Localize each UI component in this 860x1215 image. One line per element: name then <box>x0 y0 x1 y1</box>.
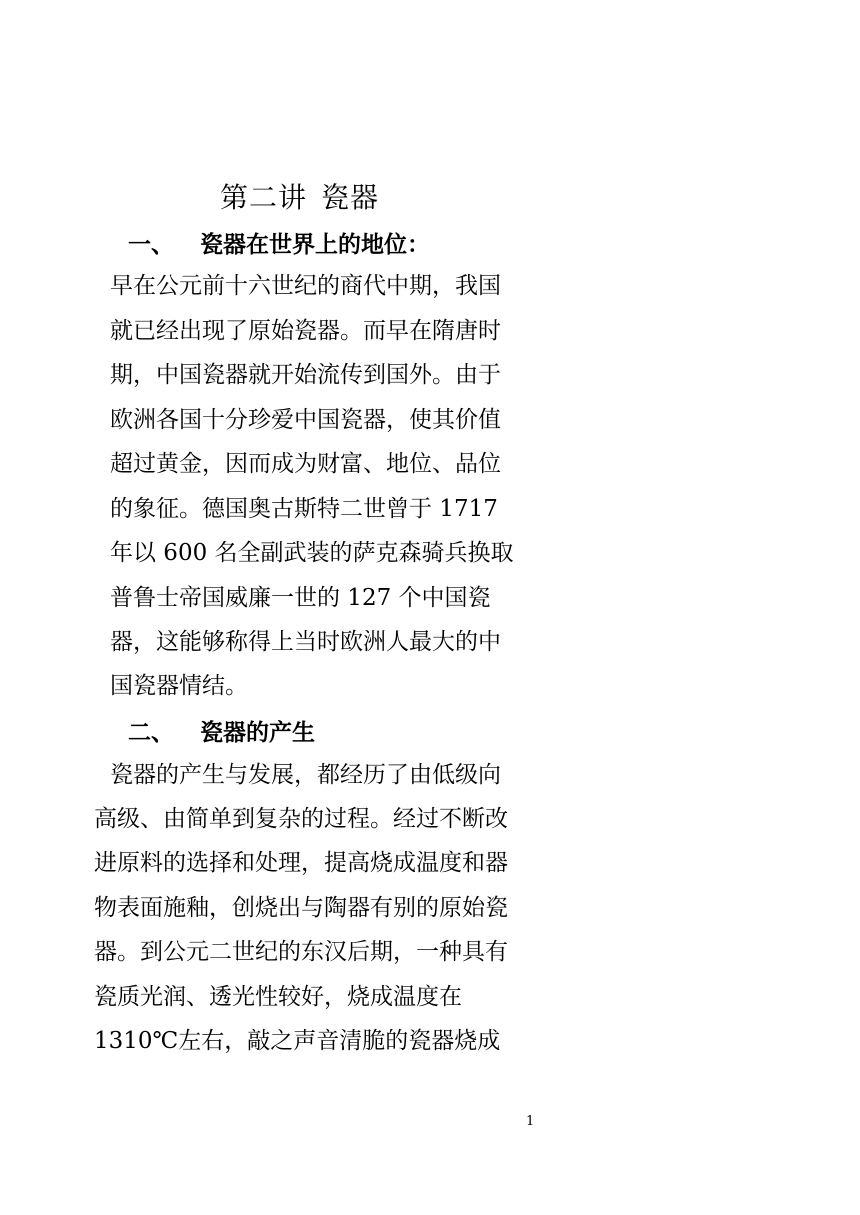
text-line: 器，这能够称得上当时欧洲人最大的中 <box>110 629 501 655</box>
text-line: 欧洲各国十分珍爱中国瓷器，使其价值 <box>110 407 501 433</box>
text-line: 瓷器的产生与发展，都经历了由低级向 <box>110 762 501 788</box>
text-line: 普鲁士帝国威廉一世的 127 个中国瓷 <box>110 585 491 611</box>
text-line: 年以 600 名全副武装的萨克森骑兵换取 <box>110 540 514 566</box>
text-line: 器。到公元二世纪的东汉后期，一种具有 <box>94 939 508 965</box>
text-line: 瓷质光润、透光性较好，烧成温度在 <box>94 984 462 1010</box>
section-title-1: 瓷器在世界上的地位： <box>200 231 430 258</box>
text-line: 高级、由简单到复杂的过程。经过不断改 <box>94 806 508 832</box>
title-part-1: 第二讲 <box>220 181 308 214</box>
section-number-2: 二、 <box>128 719 174 746</box>
text-line: 进原料的选择和处理，提高烧成温度和器 <box>94 850 508 876</box>
title-part-2: 瓷器 <box>321 181 380 214</box>
text-line: 国瓷器情结。 <box>110 673 248 699</box>
page-number: 1 <box>526 1114 535 1129</box>
section-heading-2 <box>128 714 315 747</box>
section-heading-1 <box>128 226 430 259</box>
section-number-1: 一、 <box>128 231 174 258</box>
text-line: 超过黄金，因而成为财富、地位、品位 <box>110 451 501 477</box>
text-line: 的象征。德国奥古斯特二世曾于 1717 <box>110 496 498 522</box>
text-line: 1310℃左右，敲之声音清脆的瓷器烧成 <box>94 1028 501 1054</box>
text-line: 早在公元前十六世纪的商代中期，我国 <box>110 273 501 299</box>
text-line: 期，中国瓷器就开始流传到国外。由于 <box>110 362 501 388</box>
section-title-2: 瓷器的产生 <box>200 719 315 746</box>
page-title <box>220 176 379 216</box>
text-line: 就已经出现了原始瓷器。而早在隋唐时 <box>110 318 501 344</box>
text-line: 物表面施釉，创烧出与陶器有别的原始瓷 <box>94 895 508 921</box>
